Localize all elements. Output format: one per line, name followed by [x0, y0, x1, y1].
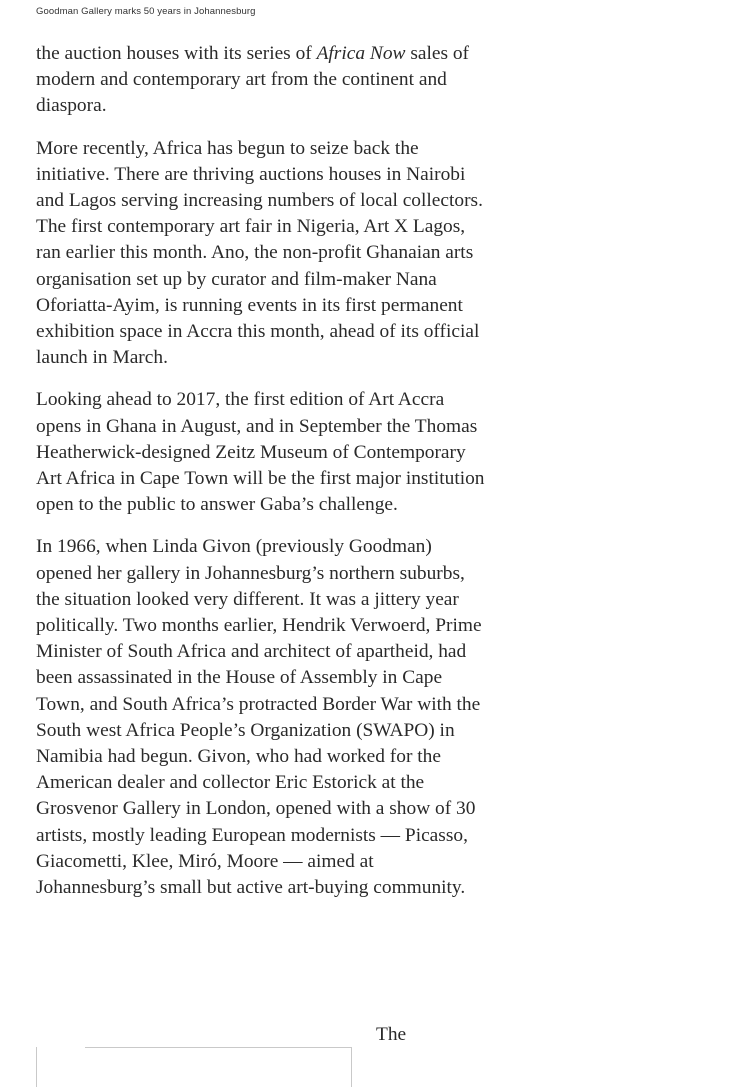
- paragraph-text: the auction houses with its series of: [36, 43, 317, 64]
- article-paragraph: In 1966, when Linda Givon (previously Goodman) opened her gallery in Johannesburg’s northern suburbs, the situation looked very different. It was a jittery year politically. Two months earlier, Hendrik Verwoerd, Prime Minister of South Africa and architect of apartheid, had been assassinated in the House of Assembly in Cape Town, and South Africa’s protracted Border War with the South west Africa People’s Organization (SWAPO) in Namibia had begun. Givon, who had worked for the American dealer and collector Eric Estorick at the Grosvenor Gallery in London, opened with a show of 30 artists, mostly leading European modernists — Picasso, Giacometti, Klee, Miró, Moore — aimed at Johannesburg’s small but active art-buying community.: [36, 536, 482, 899]
- article-paragraph: More recently, Africa has begun to seize back the initiative. There are thriving auctions houses in Nairobi and Lagos serving increasing numbers of local collectors. The first contemporary art fair in Nigeria, Art X Lagos, ran earlier this month. Ano, the non-profit Ghanaian arts organisation set up by curator and film-maker Nana Oforiatta-Ayim, is running events in its first permanent exhibition space in Accra this month, ahead of its official launch in March.: [36, 137, 483, 369]
- running-header: Goodman Gallery marks 50 years in Johannesburg: [36, 6, 256, 17]
- continuation-text: The: [376, 1024, 407, 1045]
- italic-title: Africa Now: [316, 43, 406, 64]
- embedded-media-frame: [36, 1047, 352, 1087]
- article-body: [36, 41, 488, 917]
- frame-top-border: [85, 1047, 351, 1048]
- article-paragraph: [36, 41, 488, 120]
- article-paragraph: Looking ahead to 2017, the first edition of Art Accra opens in Ghana in August, and in September the Thomas Heatherwick-designed Zeitz Museum of Contemporary Art Africa in Cape Town will be the first major institution open to the public to answer Gaba’s challenge.: [36, 389, 485, 516]
- paragraph-text: sales of modern and contemporary art from the continent and diaspora.: [36, 43, 470, 117]
